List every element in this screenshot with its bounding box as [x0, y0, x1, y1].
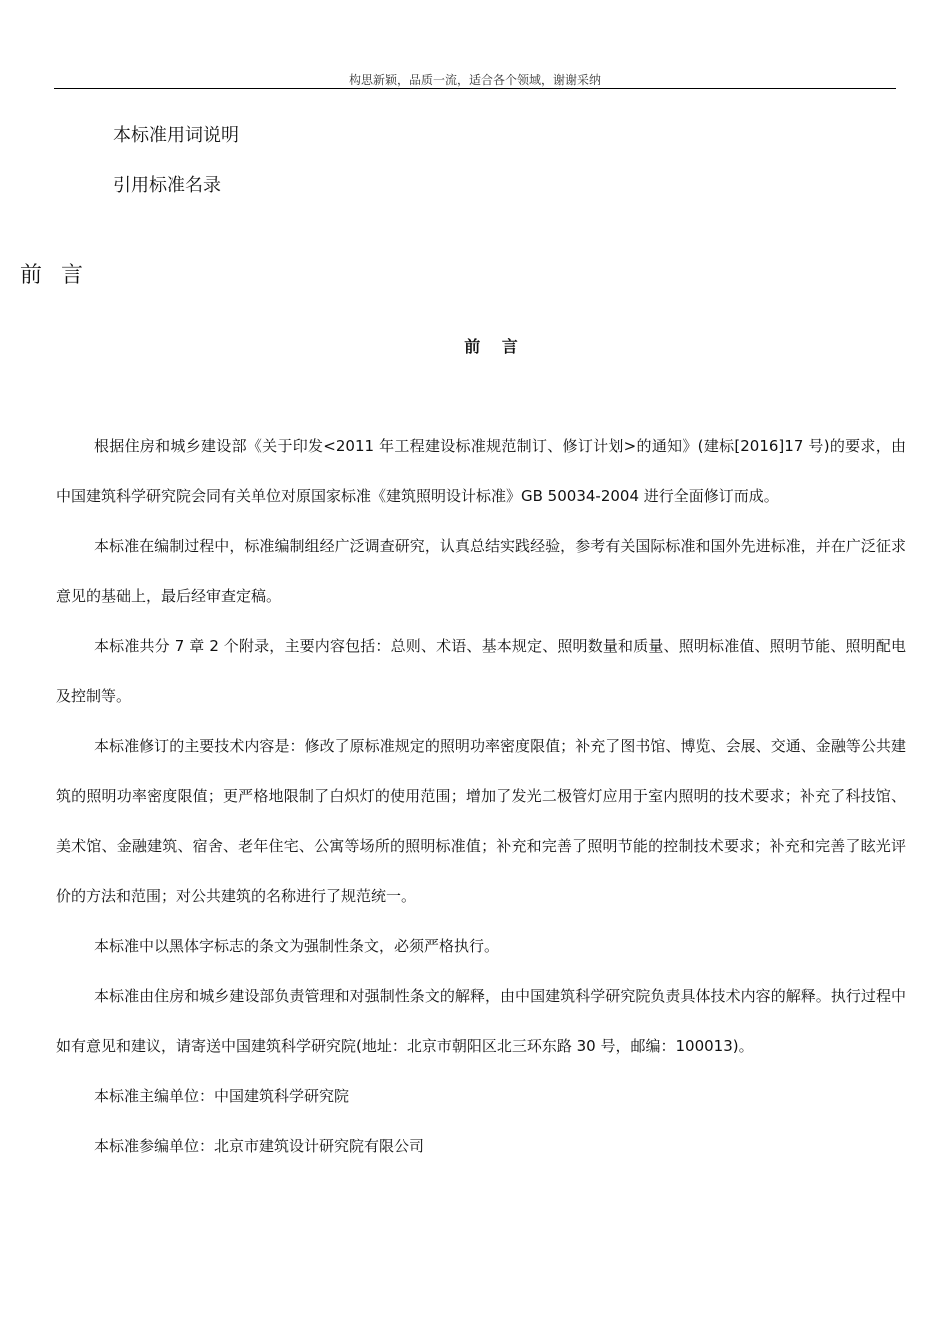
toc-item-referenced-standards: 引用标准名录 [113, 175, 221, 196]
preface-title: 前 言 [464, 337, 526, 356]
preface-paragraph: 本标准在编制过程中，标准编制组经广泛调查研究，认真总结实践经验，参考有关国际标准和国外先进标准，并在广泛征求意见的基础上，最后经审查定稿。 [56, 537, 906, 605]
page-header-slogan: 构思新颖，品质一流，适合各个领域，谢谢采纳 [348, 73, 601, 87]
preface-paragraph: 本标准修订的主要技术内容是：修改了原标准规定的照明功率密度限值；补充了图书馆、博览、会展、交通、金融等公共建筑的照明功率密度限值；更严格地限制了白炽灯的使用范围；增加了发光二极管灯应用于室内照明的技术要求；补充了科技馆、美术馆、金融建筑、宿舍、老年住宅、公寓等场所的照明标准值；补充和完善了照明节能的控制技术要求；补充和完善了眩光评价的方法和范围；对公共建筑的名称进行了规范统一。 [56, 737, 906, 905]
section-heading: 前 言 [20, 263, 89, 288]
editor-unit-line: 本标准主编单位：中国建筑科学研究院 [94, 1087, 350, 1105]
preface-paragraph: 本标准共分 7 章 2 个附录，主要内容包括：总则、术语、基本规定、照明数量和质量、照明标准值、照明节能、照明配电及控制等。 [56, 637, 906, 705]
preface-paragraph: 本标准由住房和城乡建设部负责管理和对强制性条文的解释，由中国建筑科学研究院负责具体技术内容的解释。执行过程中如有意见和建议，请寄送中国建筑科学研究院(地址：北京市朝阳区北三环东路 30 号，邮编：100013)。 [56, 987, 906, 1055]
participant-unit-line: 本标准参编单位：北京市建筑设计研究院有限公司 [94, 1137, 425, 1155]
header-divider [54, 88, 896, 89]
toc-item-usage-terms: 本标准用词说明 [113, 125, 239, 146]
preface-body [56, 421, 906, 1171]
preface-paragraph: 根据住房和城乡建设部《关于印发<2011 年工程建设标准规范制订、修订计划>的通知》(建标[2016]17 号)的要求，由中国建筑科学研究院会同有关单位对原国家标准《建筑照明设计标准》GB 50034-2004 进行全面修订而成。 [56, 437, 906, 505]
preface-paragraph: 本标准中以黑体字标志的条文为强制性条文，必须严格执行。 [94, 937, 500, 955]
